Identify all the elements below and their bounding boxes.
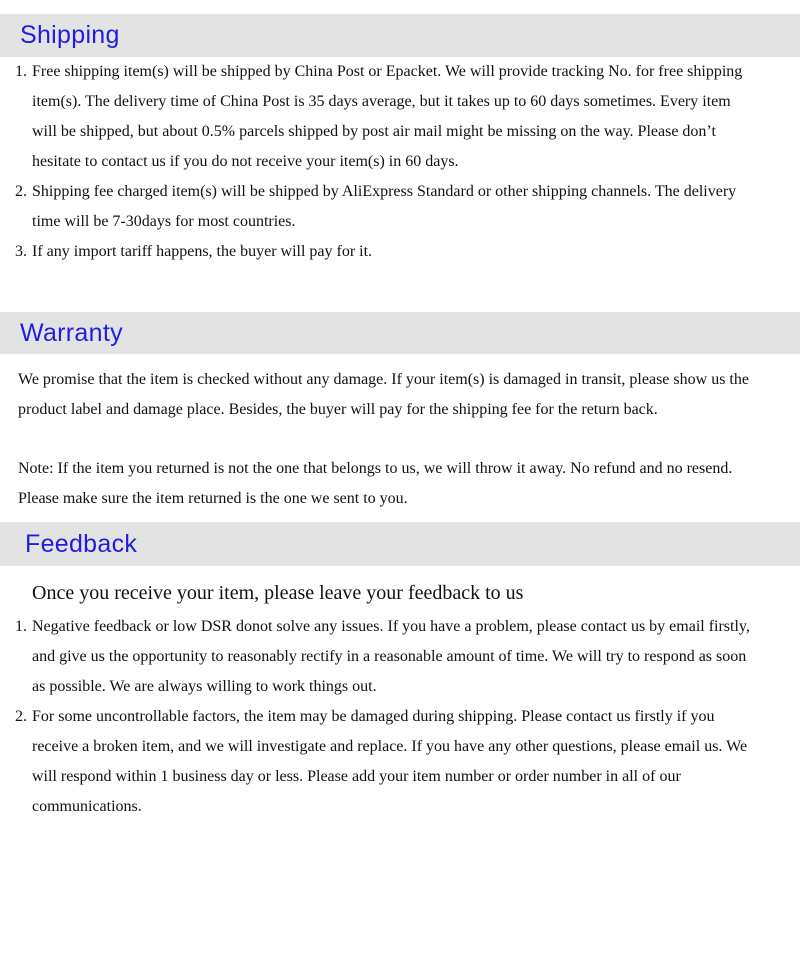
feedback-subheading: Once you receive your item, please leave your feedback to us — [32, 582, 524, 604]
list-item — [0, 612, 752, 702]
list-item — [0, 57, 752, 177]
feedback-list — [0, 612, 752, 822]
list-number: 1. — [15, 618, 27, 635]
shipping-heading: Shipping — [20, 21, 120, 49]
list-number: 2. — [15, 183, 27, 200]
warranty-heading: Warranty — [20, 319, 123, 347]
list-item — [0, 237, 752, 267]
list-number: 1. — [15, 63, 27, 80]
list-text: Negative feedback or low DSR donot solve any issues. If you have a problem, please contact us by email firstly, and give us the opportunity to reasonably rectify in a reasonable amount of time. We will try to respond as soon as possible. We are always willing to work things out. — [32, 618, 750, 695]
list-number: 3. — [15, 243, 27, 260]
warranty-note: Note: If the item you returned is not the one that belongs to us, we will throw it away. No refund and no resend. Please make sure the item returned is the one we sent to you. — [18, 460, 733, 507]
list-number: 2. — [15, 708, 27, 725]
list-text: For some uncontrollable factors, the item may be damaged during shipping. Please contact us firstly if you receive a broken item, and we will investigate and replace. If you have any other questions, please email us. We will respond within 1 business day or less. Please add your item number or order number in all of our communications. — [32, 708, 748, 815]
list-item — [0, 702, 752, 822]
list-text: Free shipping item(s) will be shipped by China Post or Epacket. We will provide tracking No. for free shipping item(s). The delivery time of China Post is 35 days average, but it takes up to 60 days sometimes. Every item will be shipped, but about 0.5% parcels shipped by post air mail might be missing on the way. Please don’t hesitate to contact us if you do not receive your item(s) in 60 days. — [32, 63, 743, 170]
list-item — [0, 177, 752, 237]
warranty-paragraph: We promise that the item is checked without any damage. If your item(s) is damaged in transit, please show us the product label and damage place. Besides, the buyer will pay for the shipping fee for the return back. — [18, 371, 749, 418]
list-text: Shipping fee charged item(s) will be shipped by AliExpress Standard or other shipping channels. The delivery time will be 7-30days for most countries. — [32, 183, 737, 230]
feedback-heading: Feedback — [25, 530, 138, 558]
list-text: If any import tariff happens, the buyer will pay for it. — [32, 243, 373, 260]
shipping-list — [0, 57, 752, 267]
shipping-header-band — [0, 14, 800, 57]
